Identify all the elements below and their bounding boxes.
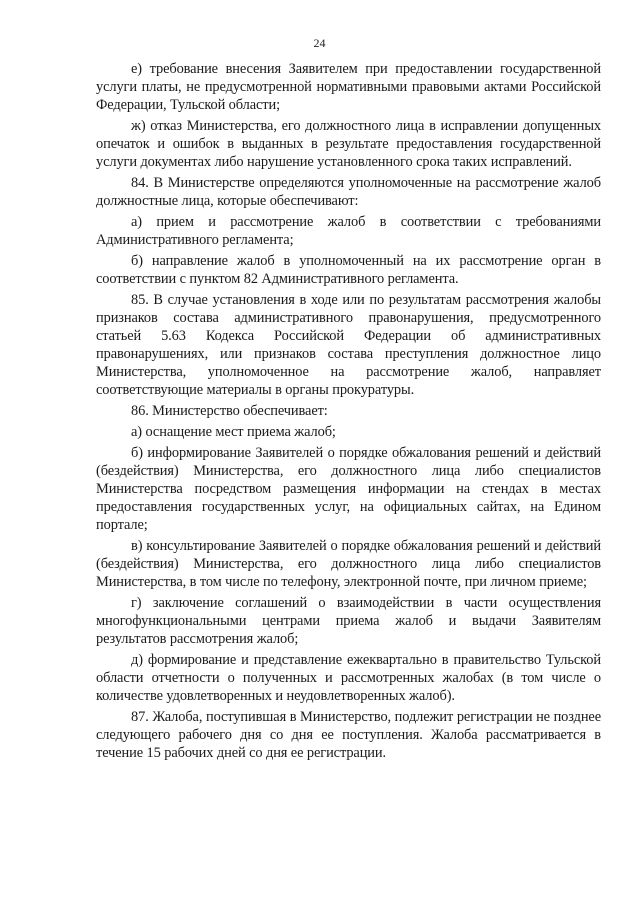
paragraph-84-b: б) направление жалоб в уполномоченный на их рассмотрение орган в соответствии с пунктом 82 Административного регламента.	[96, 253, 601, 287]
paragraph-86-d: д) формирование и представление ежеквартально в правительство Тульской области отчетности о полученных и рассмотренных жалобах (в том числе о количестве удовлетворенных и неудовлетворенных жалоб).	[96, 652, 601, 704]
paragraph-item-e: е) требование внесения Заявителем при предоставлении государственной услуги платы, не предусмотренной нормативными правовыми актами Российской Федерации, Тульской области;	[96, 61, 601, 113]
paragraph-86-v: в) консультирование Заявителей о порядке обжалования решений и действий (бездействия) Министерства, его должностного лица либо специалистов Министерства, в том числе по телефону, электронной почте, при личном приеме;	[96, 538, 601, 590]
paragraph-86-a: а) оснащение мест приема жалоб;	[131, 424, 336, 440]
page-number: 24	[313, 36, 326, 50]
paragraph-86-b: б) информирование Заявителей о порядке обжалования решений и действий (бездействия) Министерства, его должностного лица либо специалистов Министерства посредством размещения информации на стендах в местах предоставления государственных услуг, на официальных сайтах, на Едином портале;	[96, 445, 601, 533]
paragraph-86-g: г) заключение соглашений о взаимодействии в части осуществления многофункциональными центрами приема жалоб и выдачи Заявителям результатов рассмотрения жалоб;	[96, 595, 601, 647]
paragraph-84: 84. В Министерстве определяются уполномоченные на рассмотрение жалоб должностные лица, которые обеспечивают:	[96, 175, 601, 209]
paragraph-84-a: а) прием и рассмотрение жалоб в соответствии с требованиями Административного регламента;	[96, 214, 601, 248]
paragraph-85: 85. В случае установления в ходе или по результатам рассмотрения жалобы признаков состава административного правонарушения, предусмотренного статьей 5.63 Кодекса Российской Федерации об административных правонарушениях, или признаков состава преступления должностное лицо Министерства, уполномоченное на рассмотрение жалоб, направляет соответствующие материалы в органы прокуратуры.	[96, 292, 601, 398]
document-body	[96, 60, 601, 765]
paragraph-item-zh: ж) отказ Министерства, его должностного лица в исправлении допущенных опечаток и ошибок в выданных в результате предоставления государственной услуги документах либо нарушение установленного срока таких исправлений.	[96, 118, 601, 170]
paragraph-86: 86. Министерство обеспечивает:	[131, 403, 328, 419]
paragraph-87: 87. Жалоба, поступившая в Министерство, подлежит регистрации не позднее следующего рабочего дня со дня ее поступления. Жалоба рассматривается в течение 15 рабочих дней со дня ее регистрации.	[96, 709, 601, 761]
